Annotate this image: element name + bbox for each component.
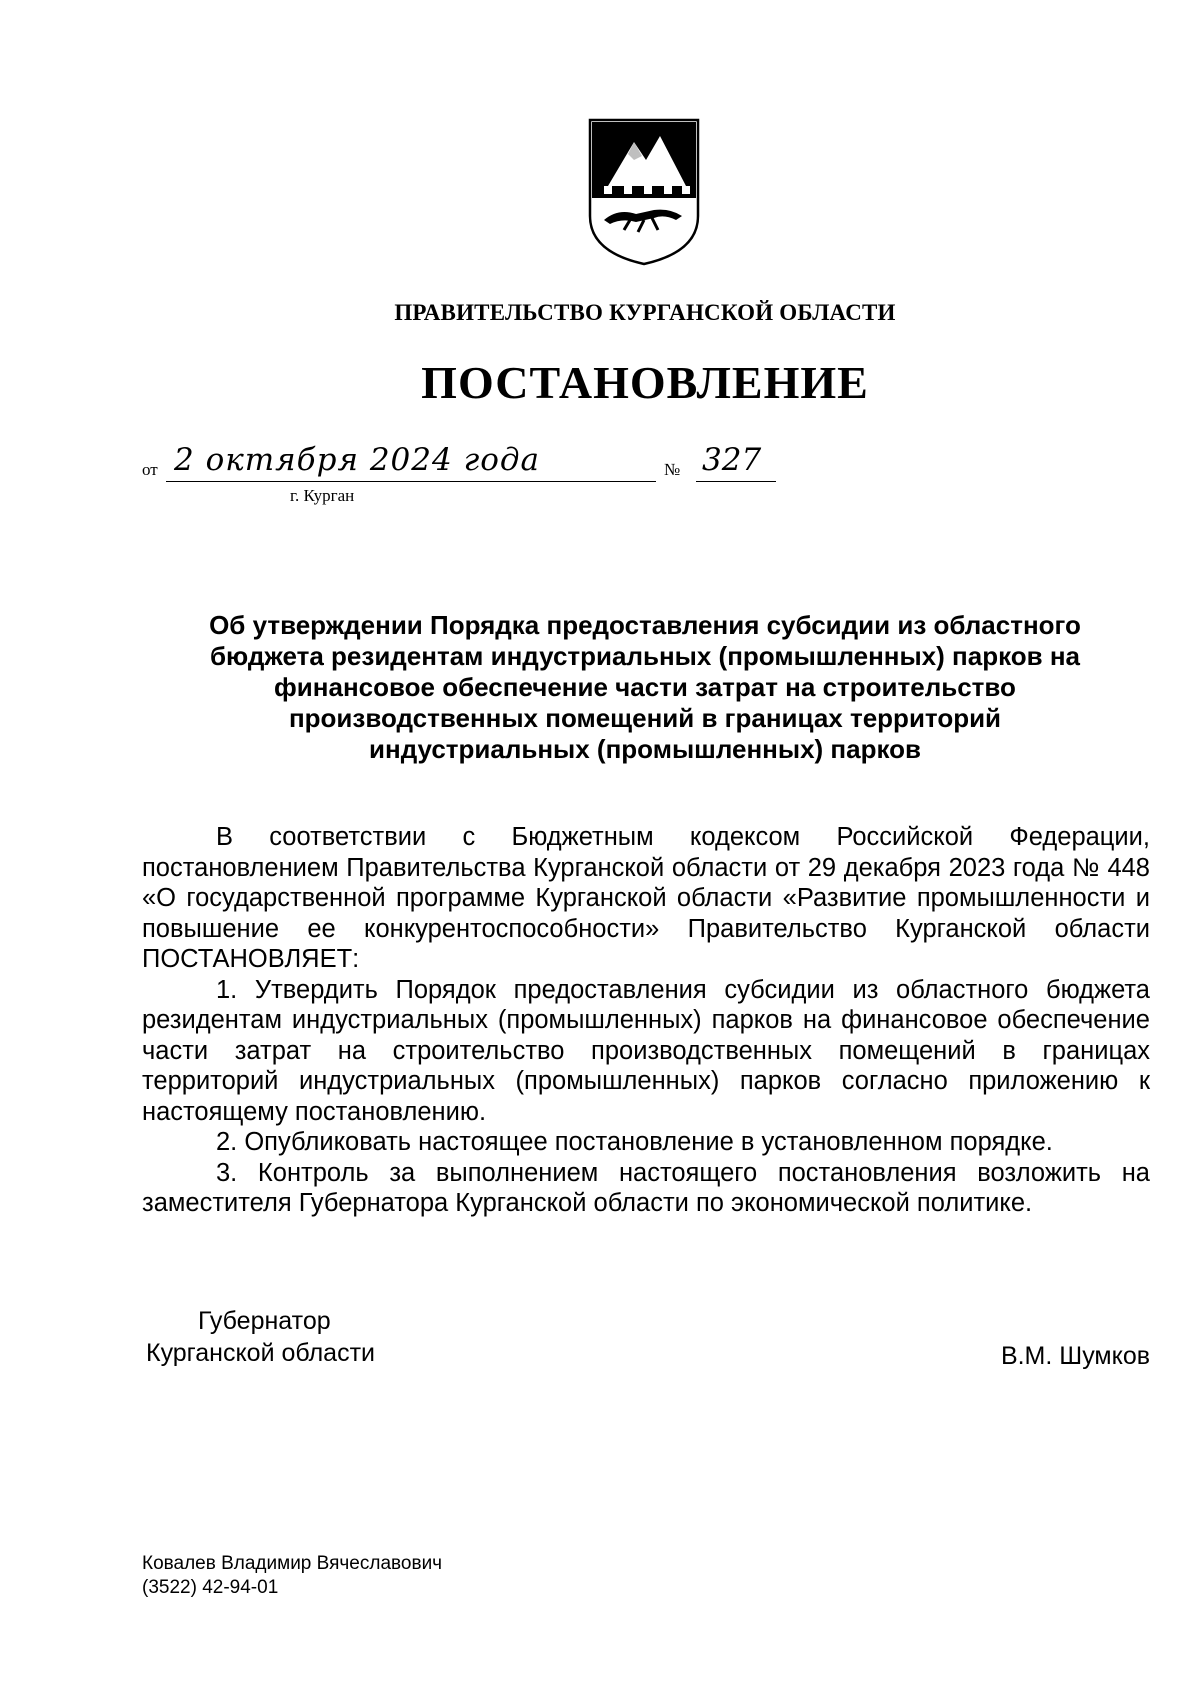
item-3-paragraph: 3. Контроль за выполнением настоящего постановления возложить на заместителя Губернатора Курганской области по экономической политике. (142, 1158, 1150, 1217)
signer-name: В.М. Шумков (1000, 1342, 1150, 1370)
signature-position-line-1: Губернатор (198, 1307, 331, 1335)
executor-block (142, 1552, 442, 1600)
number-label: № (664, 460, 681, 479)
executor-name: Ковалев Владимир Вячеславович (142, 1553, 443, 1574)
handwritten-date: 2 октября 2024 года (174, 442, 541, 478)
date-prefix: от (142, 460, 158, 479)
government-title: ПРАВИТЕЛЬСТВО КУРГАНСКОЙ ОБЛАСТИ (394, 300, 896, 325)
signature-position-line-2: Курганской области (146, 1339, 376, 1367)
signature-position (146, 1305, 375, 1369)
coat-of-arms-emblem (584, 116, 704, 268)
date-field (166, 442, 656, 482)
handwritten-number: 327 (702, 442, 762, 478)
document-body (142, 822, 1150, 1219)
document-subject: Об утверждении Порядка предоставления субсидии из областного бюджета резидентам индустриальных (промышленных) парков на финансовое обеспечение части затрат на строительство производственных помещений в границах территорий индустриальных (промышленных) парков (209, 610, 1081, 764)
preamble-paragraph: В соответствии с Бюджетным кодексом Российской Федерации, постановлением Правительства Курганской области от 29 декабря 2023 года № 448 «О государственной программе Курганской области «Развитие промышленности и повышение ее конкурентоспособности» Правительство Курганской области ПОСТАНОВЛЯЕТ: (142, 823, 1150, 973)
city-label: г. Курган (290, 486, 355, 505)
number-field (696, 442, 776, 482)
document-type-title: ПОСТАНОВЛЕНИЕ (421, 357, 869, 408)
item-2-paragraph: 2. Опубликовать настоящее постановление в установленном порядке. (216, 1128, 1053, 1156)
item-1-paragraph: 1. Утвердить Порядок предоставления субсидии из областного бюджета резидентам индустриальных (промышленных) парков на финансовое обеспечение части затрат на строительство производственных помещений в границах территорий индустриальных (промышленных) парков согласно приложению к настоящему постановлению. (142, 975, 1150, 1126)
executor-phone: (3522) 42-94-01 (142, 1577, 279, 1598)
